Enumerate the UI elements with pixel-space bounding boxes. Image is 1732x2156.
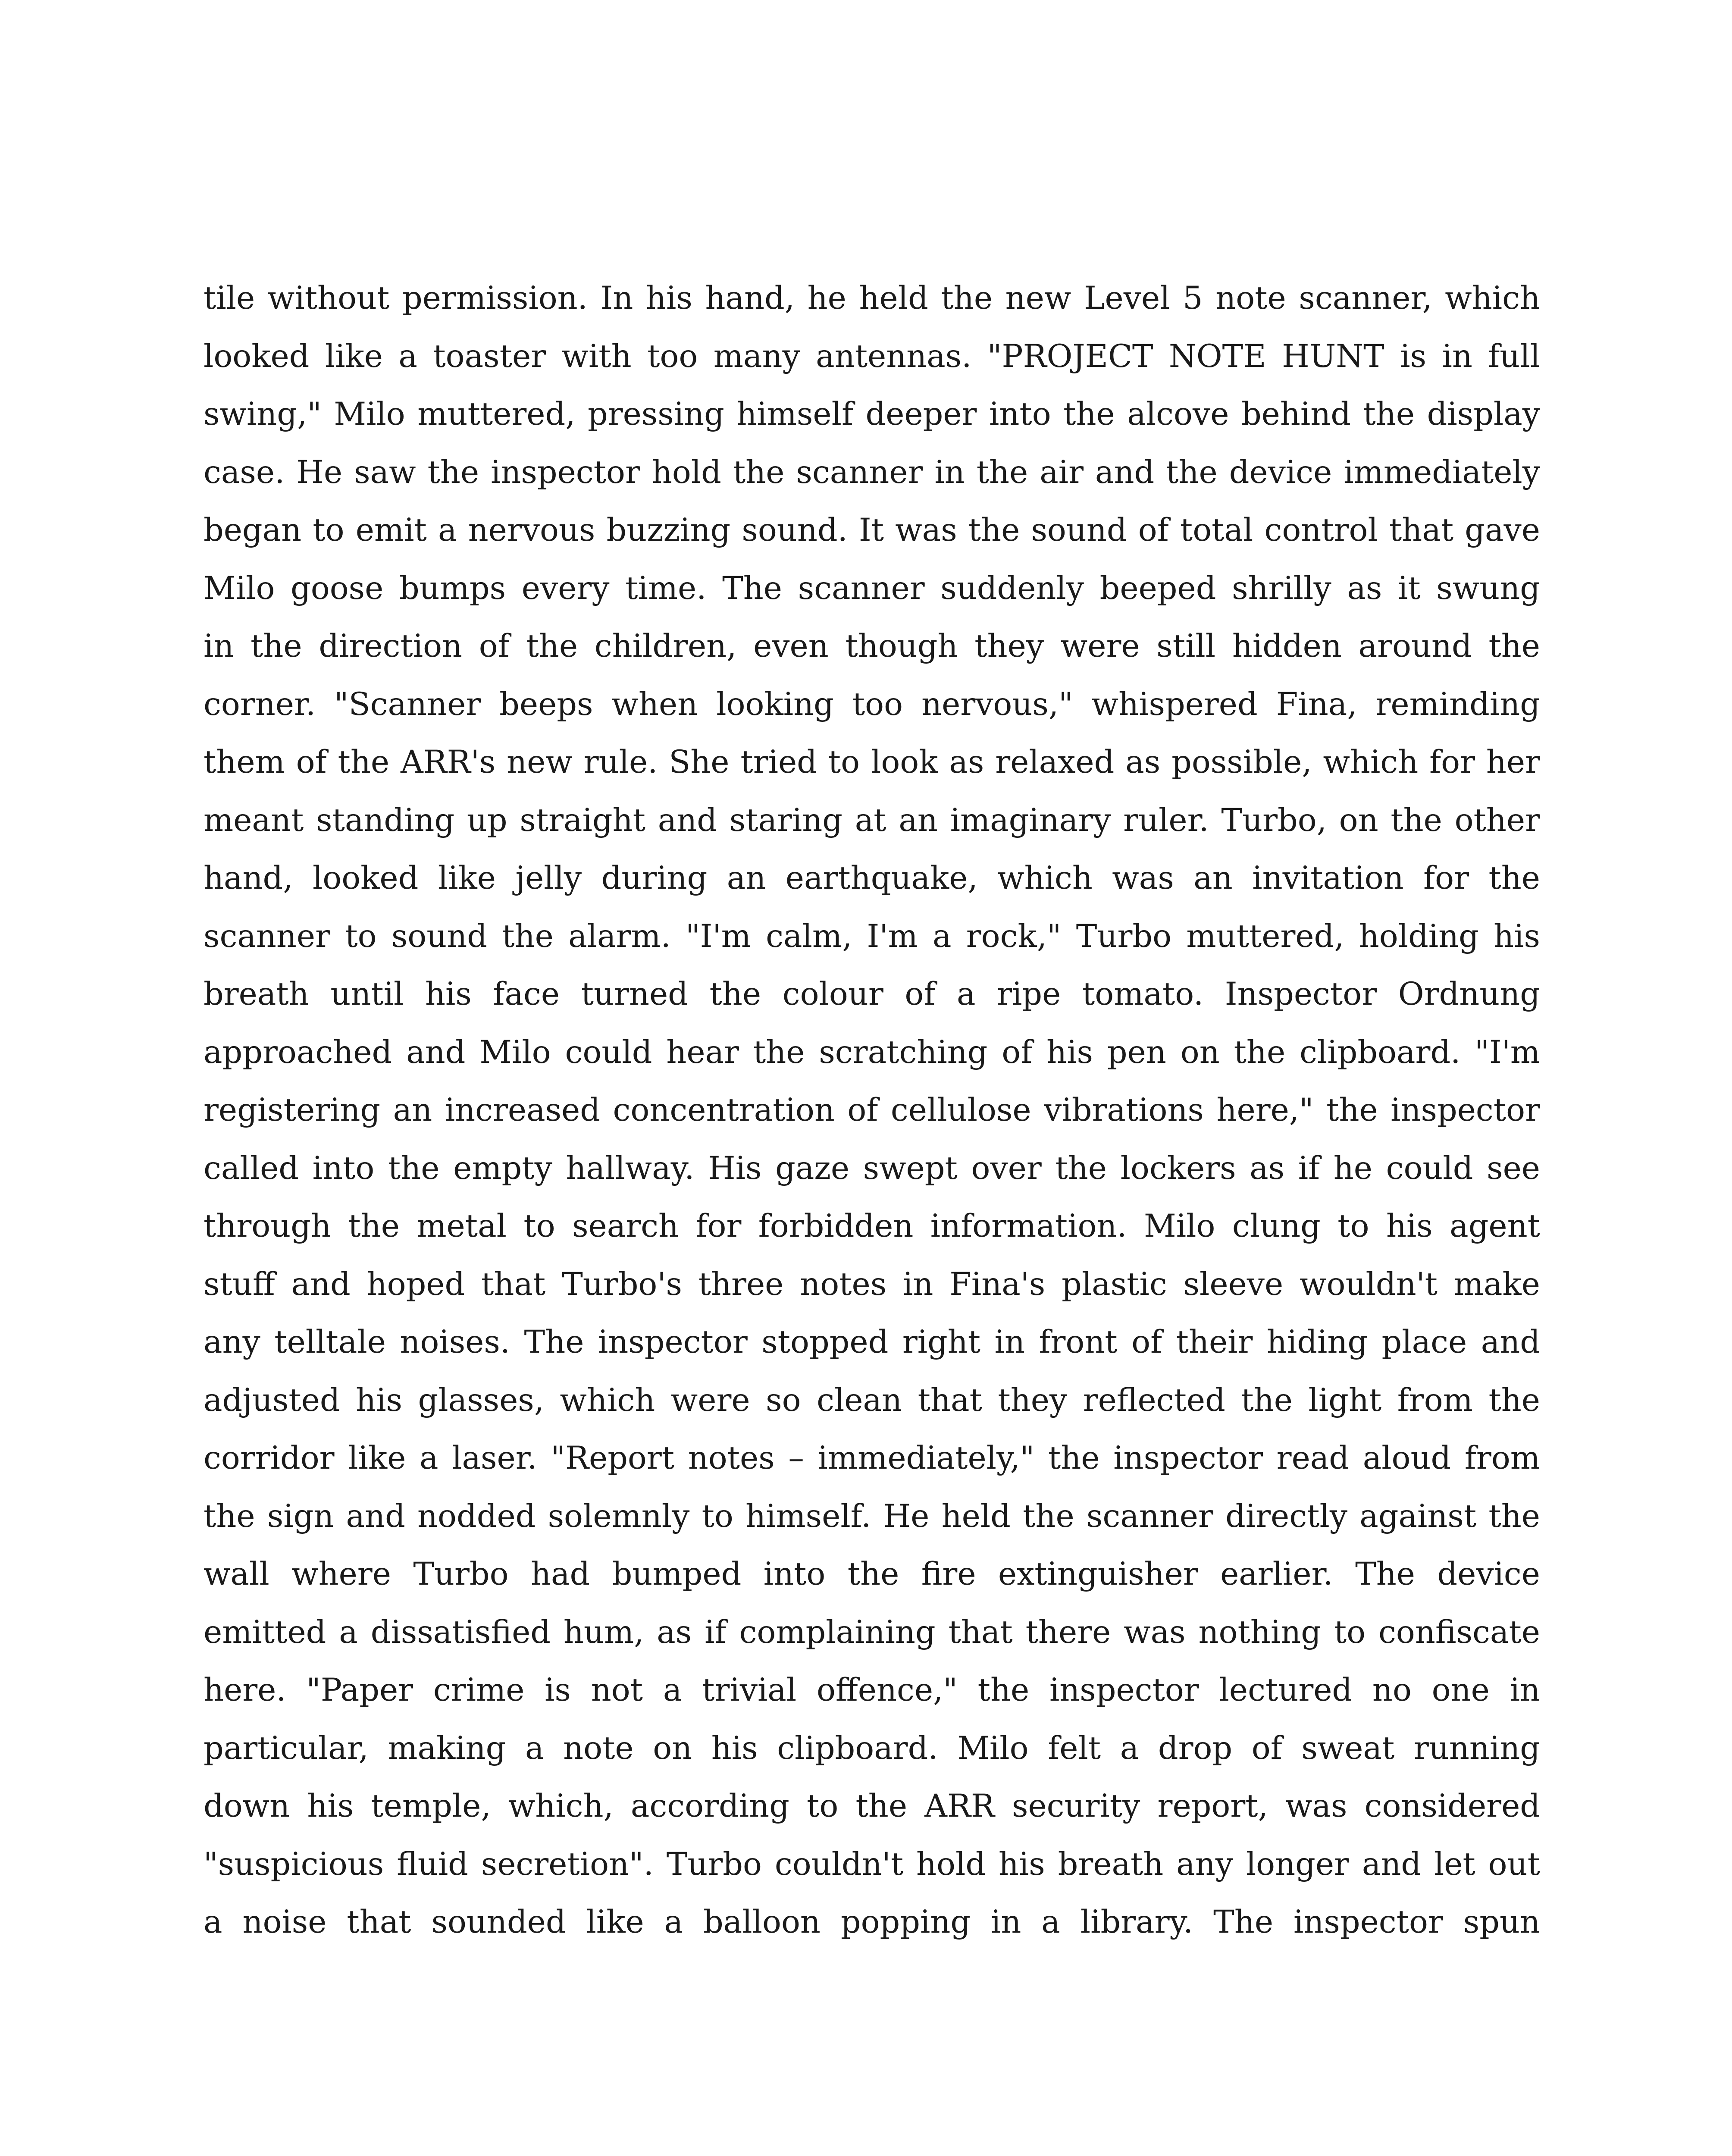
text-line: looked like a toaster with too many antennas. "PROJECT NOTE HUNT is in full bbox=[204, 338, 1540, 375]
text-line: any telltale noises. The inspector stopped right in front of their hiding place and bbox=[204, 1324, 1540, 1360]
text-line: registering an increased concentration of cellulose vibrations here," the inspector bbox=[204, 1092, 1540, 1128]
text-line: hand, looked like jelly during an earthquake, which was an invitation for the bbox=[204, 860, 1540, 896]
text-line: swing," Milo muttered, pressing himself deeper into the alcove behind the display bbox=[204, 396, 1540, 432]
text-line: meant standing up straight and staring at an imaginary ruler. Turbo, on the other bbox=[204, 802, 1540, 839]
text-line: corner. "Scanner beeps when looking too nervous," whispered Fina, reminding bbox=[204, 686, 1540, 723]
text-line: wall where Turbo had bumped into the fire extinguisher earlier. The device bbox=[204, 1556, 1540, 1592]
text-line: here. "Paper crime is not a trivial offence," the inspector lectured no one in bbox=[204, 1672, 1540, 1708]
text-line: approached and Milo could hear the scratching of his pen on the clipboard. "I'm bbox=[204, 1034, 1540, 1071]
text-line: scanner to sound the alarm. "I'm calm, I'm a rock," Turbo muttered, holding his bbox=[204, 918, 1540, 955]
text-line: down his temple, which, according to the ARR security report, was considered bbox=[204, 1788, 1540, 1824]
text-line: in the direction of the children, even though they were still hidden around the bbox=[204, 628, 1540, 664]
text-line: "suspicious fluid secretion". Turbo couldn't hold his breath any longer and let out bbox=[204, 1846, 1540, 1883]
text-line: Milo goose bumps every time. The scanner suddenly beeped shrilly as it swung bbox=[204, 570, 1540, 607]
text-line: through the metal to search for forbidden information. Milo clung to his agent bbox=[204, 1208, 1540, 1244]
text-line: breath until his face turned the colour of a ripe tomato. Inspector Ordnung bbox=[204, 976, 1540, 1012]
text-line: began to emit a nervous buzzing sound. It was the sound of total control that gave bbox=[204, 512, 1540, 548]
text-line: corridor like a laser. "Report notes – immediately," the inspector read aloud from bbox=[204, 1440, 1540, 1476]
text-line: a noise that sounded like a balloon popping in a library. The inspector spun bbox=[204, 1904, 1540, 1940]
text-line: case. He saw the inspector hold the scanner in the air and the device immediately bbox=[204, 454, 1540, 491]
text-line: stuff and hoped that Turbo's three notes in Fina's plastic sleeve wouldn't make bbox=[204, 1266, 1540, 1303]
text-line: them of the ARR's new rule. She tried to look as relaxed as possible, which for her bbox=[204, 744, 1540, 780]
text-line: tile without permission. In his hand, he held the new Level 5 note scanner, which bbox=[204, 280, 1540, 317]
body-text bbox=[204, 270, 1540, 1952]
text-line: particular, making a note on his clipboard. Milo felt a drop of sweat running bbox=[204, 1730, 1540, 1767]
text-line: adjusted his glasses, which were so clean that they reflected the light from the bbox=[204, 1382, 1540, 1419]
text-line: the sign and nodded solemnly to himself. He held the scanner directly against the bbox=[204, 1498, 1540, 1535]
text-line: emitted a dissatisfied hum, as if complaining that there was nothing to confiscate bbox=[204, 1614, 1540, 1651]
text-line: called into the empty hallway. His gaze swept over the lockers as if he could see bbox=[204, 1150, 1540, 1187]
